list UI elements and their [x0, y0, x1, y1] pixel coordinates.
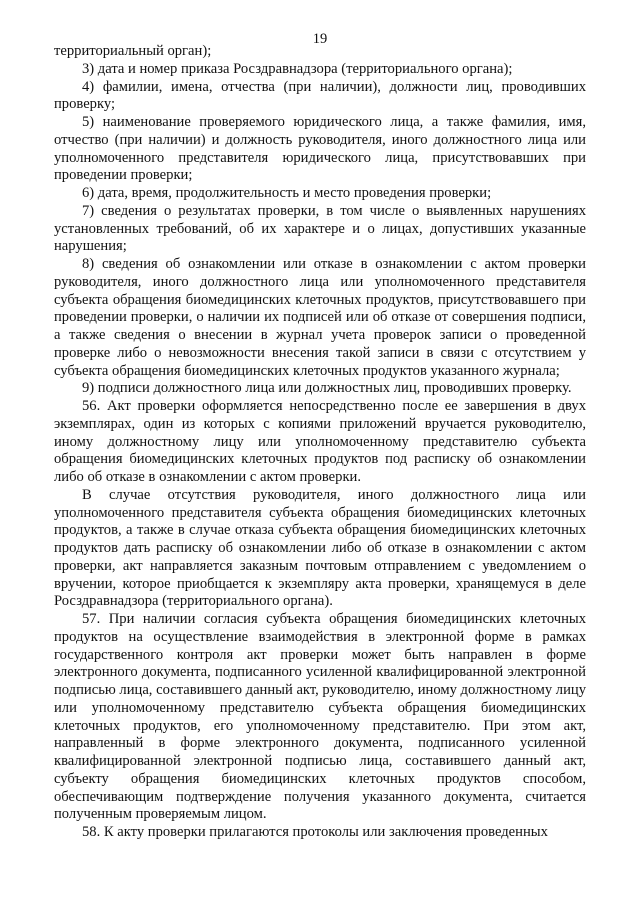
list-item-4: 4) фамилии, имена, отчества (при наличии), должности лиц, проводивших проверку;: [54, 78, 586, 113]
paragraph-continuation: территориальный орган);: [54, 43, 212, 59]
list-item-7: 7) сведения о результатах проверки, в том числе о выявленных нарушениях установленных требований, об их характере и о лицах, допустивших указанные нарушения;: [54, 202, 586, 255]
list-item-8: 8) сведения об ознакомлении или отказе в ознакомлении с актом проверки руководителя, иного должностного лица или уполномоченного представителя субъекта обращения биомедицинских клеточных продуктов, присутствовавшего при проведении проверки, о наличии их подписей или об отказе от совершения подписи, а также сведения о внесении в журнал учета проверок записи о проведенной проверке либо о невозможности внесения такой записи в связи с отсутствием у субъекта обращения биомедицинских клеточных продуктов указанного журнала;: [54, 256, 586, 379]
list-item-9: 9) подписи должностного лица или должностных лиц, проводивших проверку.: [82, 380, 572, 397]
list-item-3: 3) дата и номер приказа Росздравнадзора (территориального органа);: [82, 60, 513, 77]
list-item-5: 5) наименование проверяемого юридического лица, а также фамилия, имя, отчество (при наличии) и должность руководителя, иного должностного лица или уполномоченного представителя юридического лица, присутствовавших при проведении проверки;: [54, 114, 586, 184]
clause-57: 57. При наличии согласия субъекта обращения биомедицинских клеточных продуктов на осуществление взаимодействия в электронной форме в рамках государственного контроля акт проверки может быть направлен в форме электронного документа, подписанного усиленной квалифицированной электронной подписью лица, составившего данный акт, руководителю, иному должностному лицу или уполномоченному представителю субъекта обращения биомедицинских клеточных продуктов, его уполномоченному представителю. При этом акт, направленный в форме электронного документа, подписанного усиленной квалифицированной электронной подписью лица, составившего данный акт, субъекту обращения биомедицинских клеточных продуктов способом, обеспечивающим подтверждение получения указанного документа, считается полученным проверяемым лицом.: [54, 611, 586, 823]
clause-56: 56. Акт проверки оформляется непосредственно после ее завершения в двух экземплярах, один из которых с копиями приложений вручается руководителю, иному должностному лицу или уполномоченному представителю субъекта обращения биомедицинских клеточных продуктов под расписку об ознакомлении либо об отказе в ознакомлении с актом проверки.: [54, 398, 586, 485]
clause-58: 58. К акту проверки прилагаются протоколы или заключения проведенных: [82, 824, 548, 840]
list-item-6: 6) дата, время, продолжительность и место проведения проверки;: [82, 185, 492, 201]
page-number: 19: [312, 31, 328, 47]
document-body: [54, 43, 586, 842]
clause-56-continuation: В случае отсутствия руководителя, иного должностного лица или уполномоченного представителя субъекта обращения биомедицинских клеточных продуктов, а также в случае отказа субъекта обращения биомедицинских клеточных продуктов дать расписку об ознакомлении либо об отказе в ознакомлении с актом проверки, акт направляется заказным почтовым отправлением с уведомлением о вручении, которое приобщается к экземпляру акта проверки, хранящемуся в деле Росздравнадзора (территориального органа).: [54, 486, 586, 610]
